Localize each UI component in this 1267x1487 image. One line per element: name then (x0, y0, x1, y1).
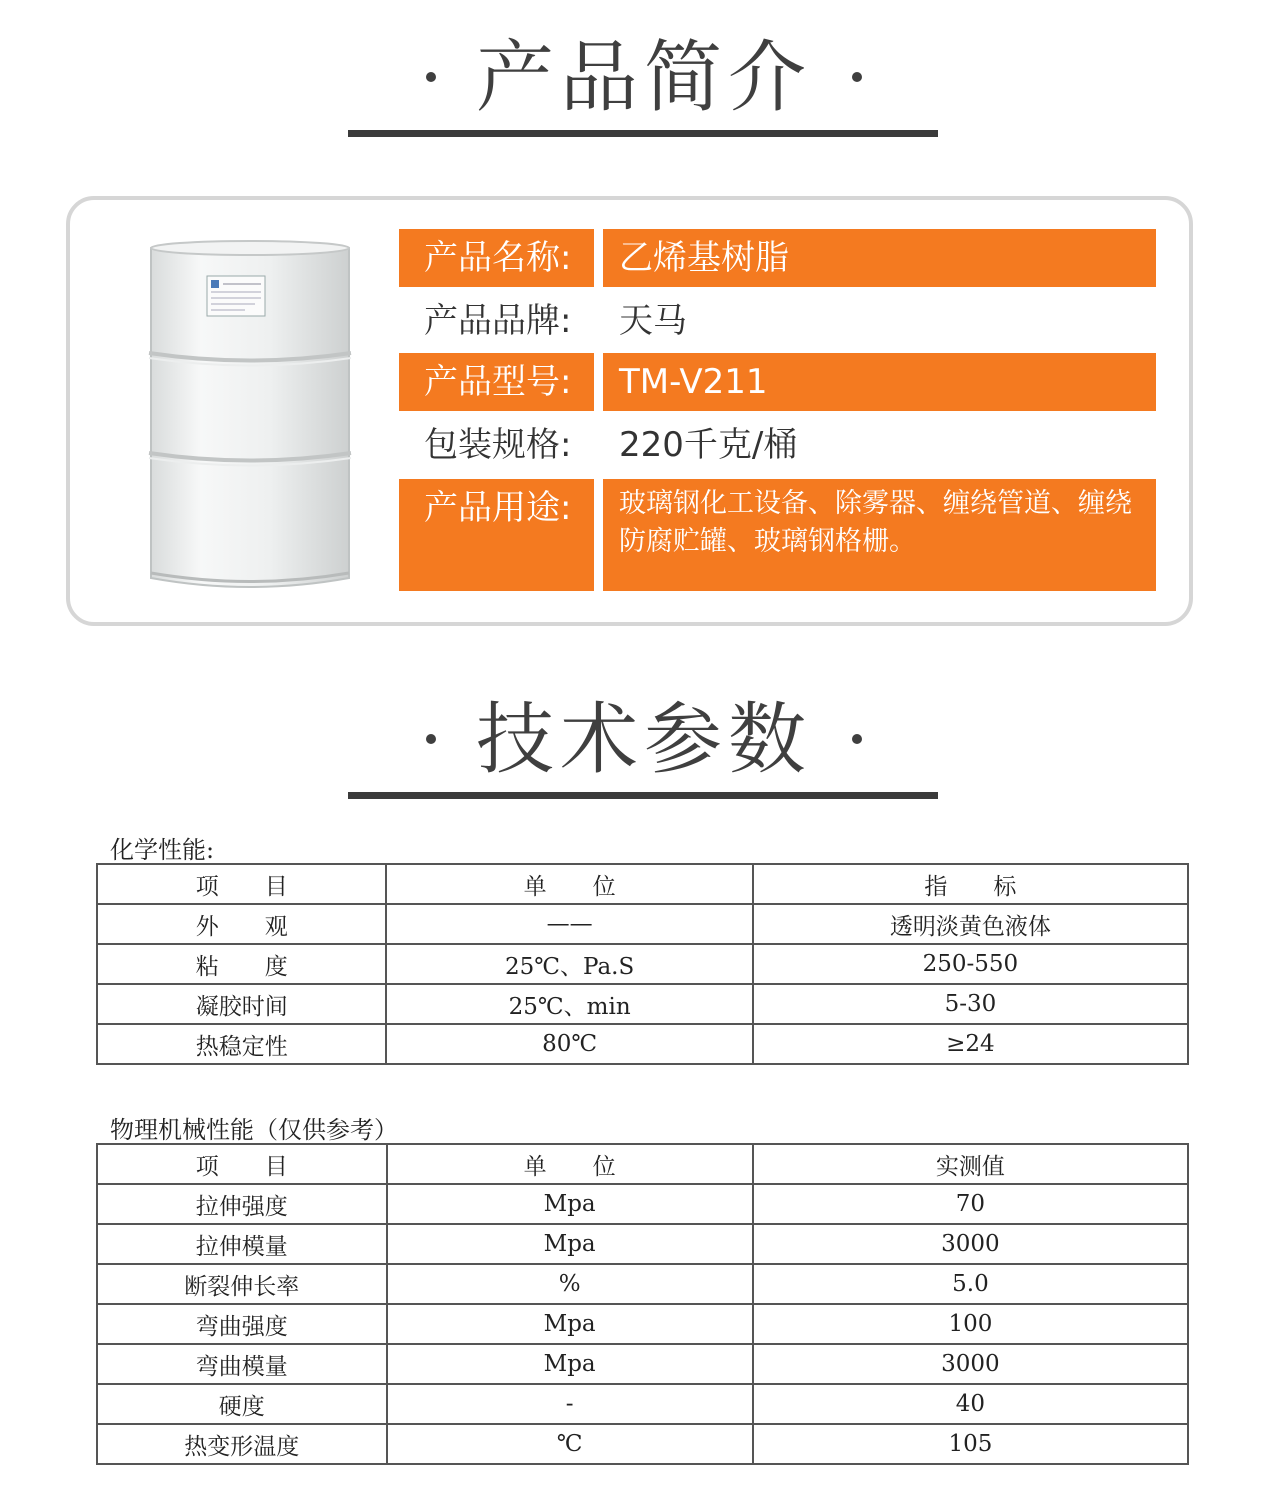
intro-section-title (350, 28, 938, 128)
table-cell: 弯曲强度 (97, 1304, 387, 1344)
chemical-table (96, 863, 1189, 1065)
table-row (97, 1024, 1188, 1064)
table-header-cell: 单 位 (386, 864, 752, 904)
table-cell: 3000 (753, 1224, 1188, 1264)
table-cell: 热变形温度 (97, 1424, 387, 1464)
table-cell: 粘 度 (97, 944, 386, 984)
table-row (97, 1184, 1188, 1224)
table-row (97, 1384, 1188, 1424)
table-cell: Mpa (387, 1344, 753, 1384)
spec-label: 产品型号: (399, 353, 594, 411)
spec-value: TM-V211 (603, 353, 1156, 411)
table-cell: 40 (753, 1384, 1188, 1424)
table-cell: 透明淡黄色液体 (753, 904, 1188, 944)
table-cell: 弯曲模量 (97, 1344, 387, 1384)
spec-row-brand (399, 292, 1156, 350)
table-cell: 断裂伸长率 (97, 1264, 387, 1304)
table-cell: ≥24 (753, 1024, 1188, 1064)
table-cell: 105 (753, 1424, 1188, 1464)
intro-title-text: 产品简介 (475, 33, 812, 123)
spec-value: 天马 (619, 301, 687, 341)
table-cell: ℃ (387, 1424, 753, 1464)
bullet-dot-icon (426, 734, 436, 744)
spec-value: 乙烯基树脂 (603, 229, 1156, 287)
physical-table (96, 1143, 1189, 1465)
table-row (97, 904, 1188, 944)
bullet-dot-icon (852, 72, 862, 82)
table-cell: 5.0 (753, 1264, 1188, 1304)
table-cell: 70 (753, 1184, 1188, 1224)
product-drum-image (145, 238, 355, 594)
table-row (97, 984, 1188, 1024)
spec-value: 220千克/桶 (619, 425, 798, 465)
spec-label: 产品品牌: (424, 301, 572, 341)
spec-row-model (399, 353, 1156, 411)
chemical-caption: 化学性能: (110, 836, 215, 864)
table-row (97, 1224, 1188, 1264)
spec-label: 产品名称: (399, 229, 594, 287)
table-row (97, 1424, 1188, 1464)
table-cell: Mpa (387, 1184, 753, 1224)
table-cell: Mpa (387, 1304, 753, 1344)
table-cell: 5-30 (753, 984, 1188, 1024)
spec-label: 包装规格: (424, 425, 572, 465)
table-cell: Mpa (387, 1224, 753, 1264)
table-row (97, 1304, 1188, 1344)
table-header-cell: 指 标 (753, 864, 1188, 904)
spec-row-name (399, 229, 1156, 287)
table-cell: 外 观 (97, 904, 386, 944)
spec-row-package (399, 416, 1156, 474)
table-cell: % (387, 1264, 753, 1304)
table-cell: 25℃、min (386, 984, 752, 1024)
table-cell: 热稳定性 (97, 1024, 386, 1064)
table-cell: 3000 (753, 1344, 1188, 1384)
table-row (97, 944, 1188, 984)
table-cell: 凝胶时间 (97, 984, 386, 1024)
physical-caption: 物理机械性能（仅供参考） (110, 1116, 398, 1144)
table-header-cell: 实测值 (753, 1144, 1188, 1184)
intro-title-underline (348, 130, 938, 137)
table-cell: 25℃、Pa.S (386, 944, 752, 984)
table-cell: 硬度 (97, 1384, 387, 1424)
table-header-row (97, 864, 1188, 904)
table-row (97, 1344, 1188, 1384)
table-header-cell: 项 目 (97, 864, 386, 904)
table-row (97, 1264, 1188, 1304)
table-cell: 80℃ (386, 1024, 752, 1064)
tech-title-underline (348, 792, 938, 799)
spec-row-usage (399, 479, 1156, 591)
tech-section-title (350, 690, 938, 790)
spec-label: 产品用途: (399, 479, 594, 591)
bullet-dot-icon (852, 734, 862, 744)
table-cell: 拉伸强度 (97, 1184, 387, 1224)
table-cell: —— (386, 904, 752, 944)
table-header-cell: 单 位 (387, 1144, 753, 1184)
table-header-cell: 项 目 (97, 1144, 387, 1184)
bullet-dot-icon (426, 72, 436, 82)
table-cell: 250-550 (753, 944, 1188, 984)
spec-value: 玻璃钢化工设备、除雾器、缠绕管道、缠绕防腐贮罐、玻璃钢格栅。 (603, 479, 1156, 591)
table-cell: 拉伸模量 (97, 1224, 387, 1264)
tech-title-text: 技术参数 (475, 695, 812, 785)
table-cell: - (387, 1384, 753, 1424)
table-header-row (97, 1144, 1188, 1184)
table-cell: 100 (753, 1304, 1188, 1344)
